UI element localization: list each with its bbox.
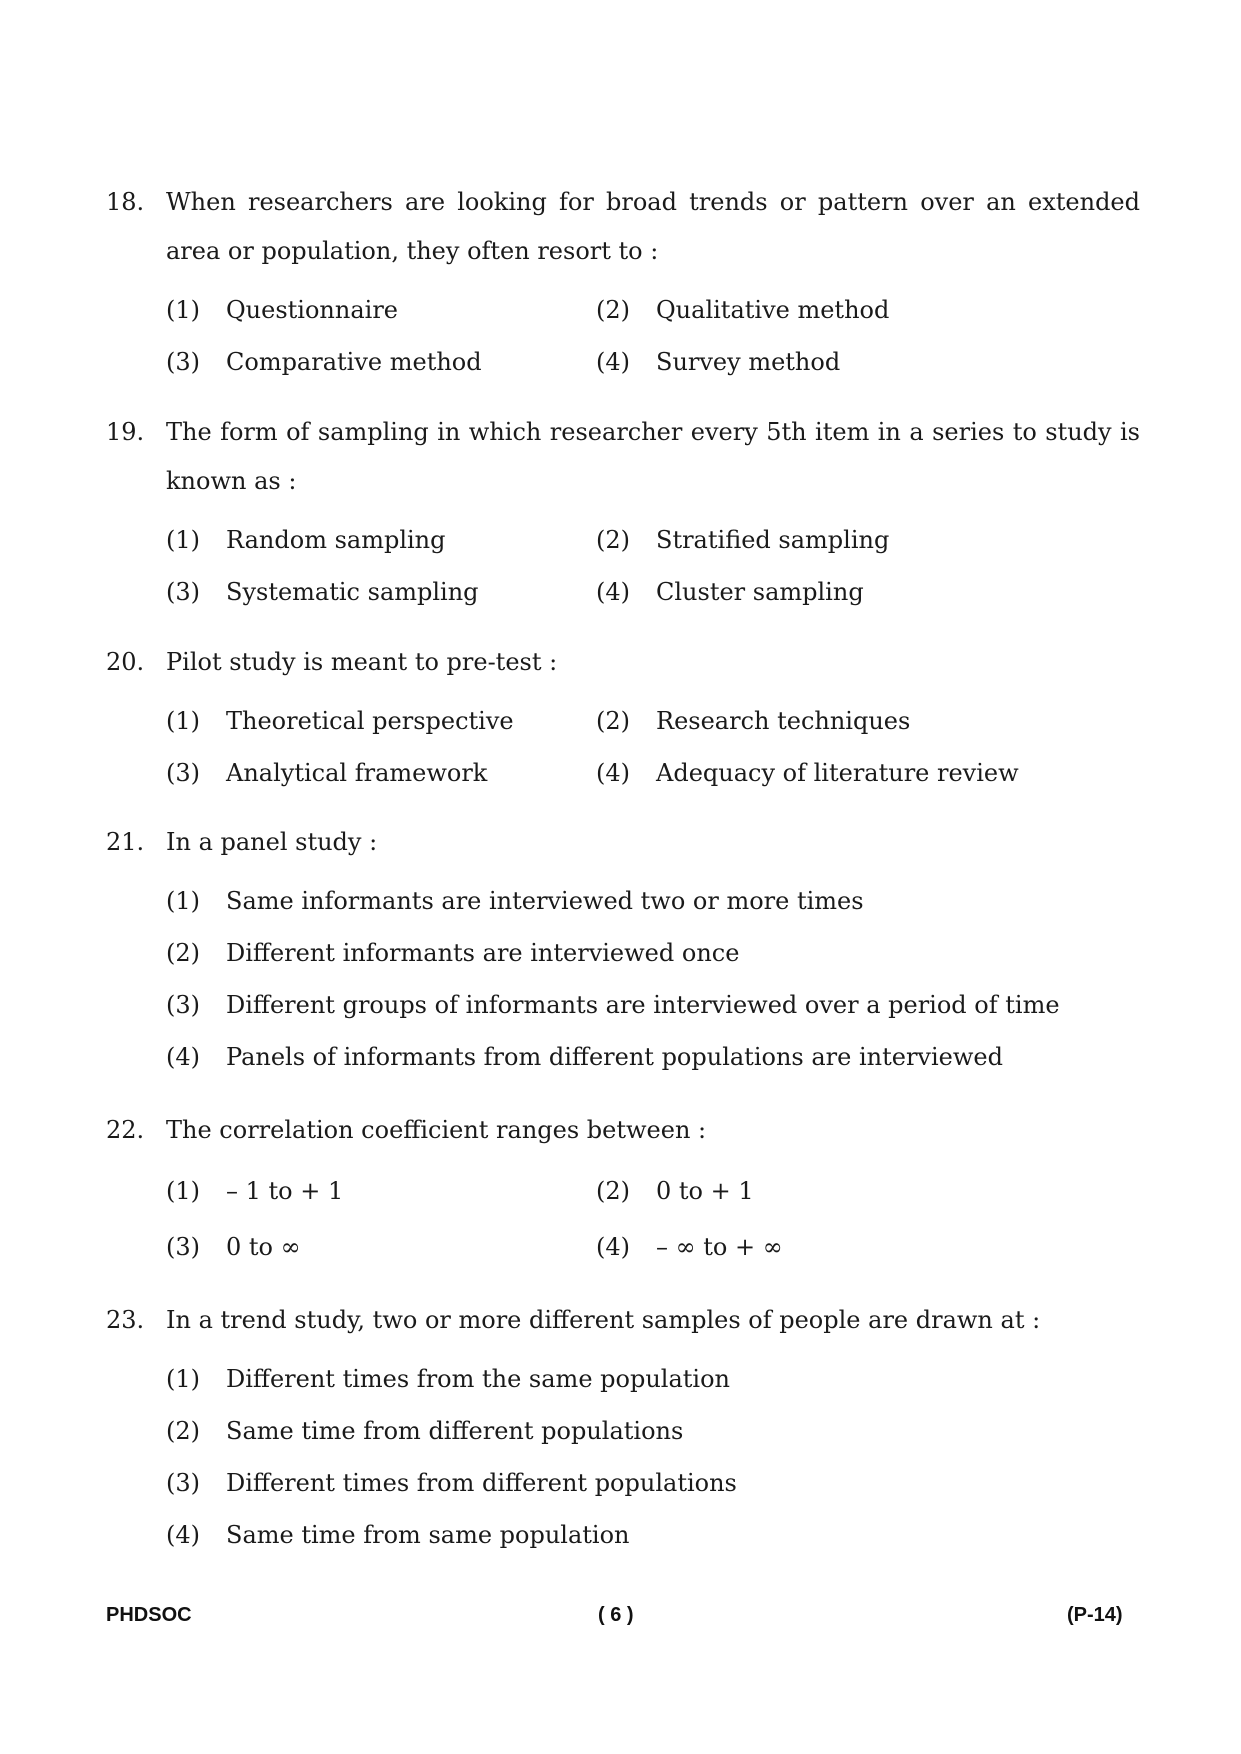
options	[106, 875, 1140, 1083]
option-1	[166, 526, 596, 554]
option-label: (4)	[166, 1521, 200, 1549]
option-label: (1)	[166, 707, 200, 735]
option-text: Stratified sampling	[656, 526, 890, 554]
option-label: (1)	[166, 1365, 200, 1393]
question-number: 19.	[106, 418, 145, 446]
option-4	[596, 1233, 1026, 1261]
option-3	[166, 1233, 596, 1261]
page-number: ( 6 )	[598, 1604, 634, 1626]
option-2	[166, 939, 1140, 967]
option-text: Systematic sampling	[226, 578, 479, 606]
option-text: Adequacy of literature review	[656, 759, 1019, 787]
option-1	[166, 1177, 596, 1205]
option-3	[166, 578, 596, 606]
question-23	[106, 1296, 1140, 1561]
question-text: In a panel study :	[166, 828, 378, 856]
question-19	[106, 408, 1140, 618]
option-label: (2)	[596, 296, 630, 324]
option-4	[166, 1043, 1140, 1071]
option-1	[166, 707, 596, 735]
option-text: Panels of informants from different populations are interviewed	[226, 1043, 1003, 1071]
paper-code: PHDSOC	[106, 1604, 192, 1626]
option-label: (1)	[166, 887, 200, 915]
options	[106, 514, 1140, 618]
question-stem	[106, 638, 1140, 687]
option-row	[106, 747, 1140, 799]
question-text: The form of sampling in which researcher every 5th item in a series to study is known as :	[166, 418, 1140, 495]
option-row	[106, 1163, 1140, 1219]
option-3	[166, 991, 1140, 1019]
option-label: (2)	[166, 1417, 200, 1445]
option-row	[106, 514, 1140, 566]
option-label: (4)	[166, 1043, 200, 1071]
option-3	[166, 759, 596, 787]
option-row	[106, 566, 1140, 618]
option-text: Same time from different populations	[226, 1417, 684, 1445]
option-text: Same informants are interviewed two or more times	[226, 887, 864, 915]
question-stem	[106, 178, 1140, 276]
option-label: (4)	[596, 1233, 630, 1261]
option-text: 0 to + 1	[656, 1177, 754, 1205]
option-label: (3)	[166, 1469, 200, 1497]
option-text: Random sampling	[226, 526, 446, 554]
option-row	[106, 695, 1140, 747]
question-stem	[106, 1296, 1140, 1345]
option-text: – 1 to + 1	[226, 1177, 344, 1205]
question-text: Pilot study is meant to pre-test :	[166, 648, 558, 676]
option-text: Questionnaire	[226, 296, 398, 324]
question-stem	[106, 818, 1140, 867]
question-text: In a trend study, two or more different samples of people are drawn at :	[166, 1306, 1041, 1334]
option-label: (1)	[166, 526, 200, 554]
option-1	[166, 887, 1140, 915]
question-22	[106, 1106, 1140, 1275]
option-label: (4)	[596, 759, 630, 787]
options	[106, 284, 1140, 388]
option-text: Survey method	[656, 348, 841, 376]
option-text: Analytical framework	[226, 759, 488, 787]
option-row	[106, 1353, 1140, 1405]
option-1	[166, 296, 596, 324]
question-number: 20.	[106, 648, 145, 676]
option-label: (2)	[596, 707, 630, 735]
option-label: (1)	[166, 296, 200, 324]
option-label: (3)	[166, 348, 200, 376]
option-4	[596, 348, 1026, 376]
option-2	[596, 296, 1026, 324]
option-label: (2)	[596, 1177, 630, 1205]
option-row	[106, 979, 1140, 1031]
option-row	[106, 336, 1140, 388]
option-text: Different informants are interviewed once	[226, 939, 740, 967]
option-4	[166, 1521, 1140, 1549]
question-21	[106, 818, 1140, 1083]
question-18	[106, 178, 1140, 388]
option-row	[106, 1405, 1140, 1457]
option-row	[106, 284, 1140, 336]
option-text: – ∞ to + ∞	[656, 1233, 783, 1261]
option-text: 0 to ∞	[226, 1233, 301, 1261]
option-text: Same time from same population	[226, 1521, 630, 1549]
question-stem	[106, 1106, 1140, 1155]
option-3	[166, 1469, 1140, 1497]
option-row	[106, 1219, 1140, 1275]
option-row	[106, 927, 1140, 979]
options	[106, 1353, 1140, 1561]
option-2	[596, 526, 1026, 554]
option-4	[596, 759, 1026, 787]
option-3	[166, 348, 596, 376]
option-text: Different groups of informants are interviewed over a period of time	[226, 991, 1060, 1019]
options	[106, 695, 1140, 799]
option-text: Qualitative method	[656, 296, 890, 324]
option-label: (2)	[596, 526, 630, 554]
option-label: (3)	[166, 1233, 200, 1261]
option-2	[166, 1417, 1140, 1445]
option-1	[166, 1365, 1140, 1393]
question-20	[106, 638, 1140, 799]
option-2	[596, 707, 1026, 735]
option-label: (3)	[166, 578, 200, 606]
option-label: (3)	[166, 991, 200, 1019]
question-number: 18.	[106, 188, 145, 216]
set-code: (P-14)	[1067, 1604, 1123, 1626]
question-number: 21.	[106, 828, 145, 856]
option-row	[106, 1031, 1140, 1083]
question-number: 23.	[106, 1306, 145, 1334]
option-4	[596, 578, 1026, 606]
option-label: (3)	[166, 759, 200, 787]
option-label: (4)	[596, 578, 630, 606]
option-label: (2)	[166, 939, 200, 967]
question-number: 22.	[106, 1116, 145, 1144]
question-text: The correlation coefficient ranges between :	[166, 1116, 707, 1144]
option-row	[106, 1509, 1140, 1561]
options	[106, 1163, 1140, 1275]
option-text: Theoretical perspective	[226, 707, 514, 735]
option-row	[106, 875, 1140, 927]
option-text: Different times from different populations	[226, 1469, 737, 1497]
option-label: (4)	[596, 348, 630, 376]
option-text: Cluster sampling	[656, 578, 864, 606]
option-text: Research techniques	[656, 707, 911, 735]
question-text: When researchers are looking for broad trends or pattern over an extended area or population, they often resort to :	[166, 188, 1140, 265]
option-text: Different times from the same population	[226, 1365, 730, 1393]
option-text: Comparative method	[226, 348, 482, 376]
question-stem	[106, 408, 1140, 506]
option-label: (1)	[166, 1177, 200, 1205]
option-row	[106, 1457, 1140, 1509]
option-2	[596, 1177, 1026, 1205]
